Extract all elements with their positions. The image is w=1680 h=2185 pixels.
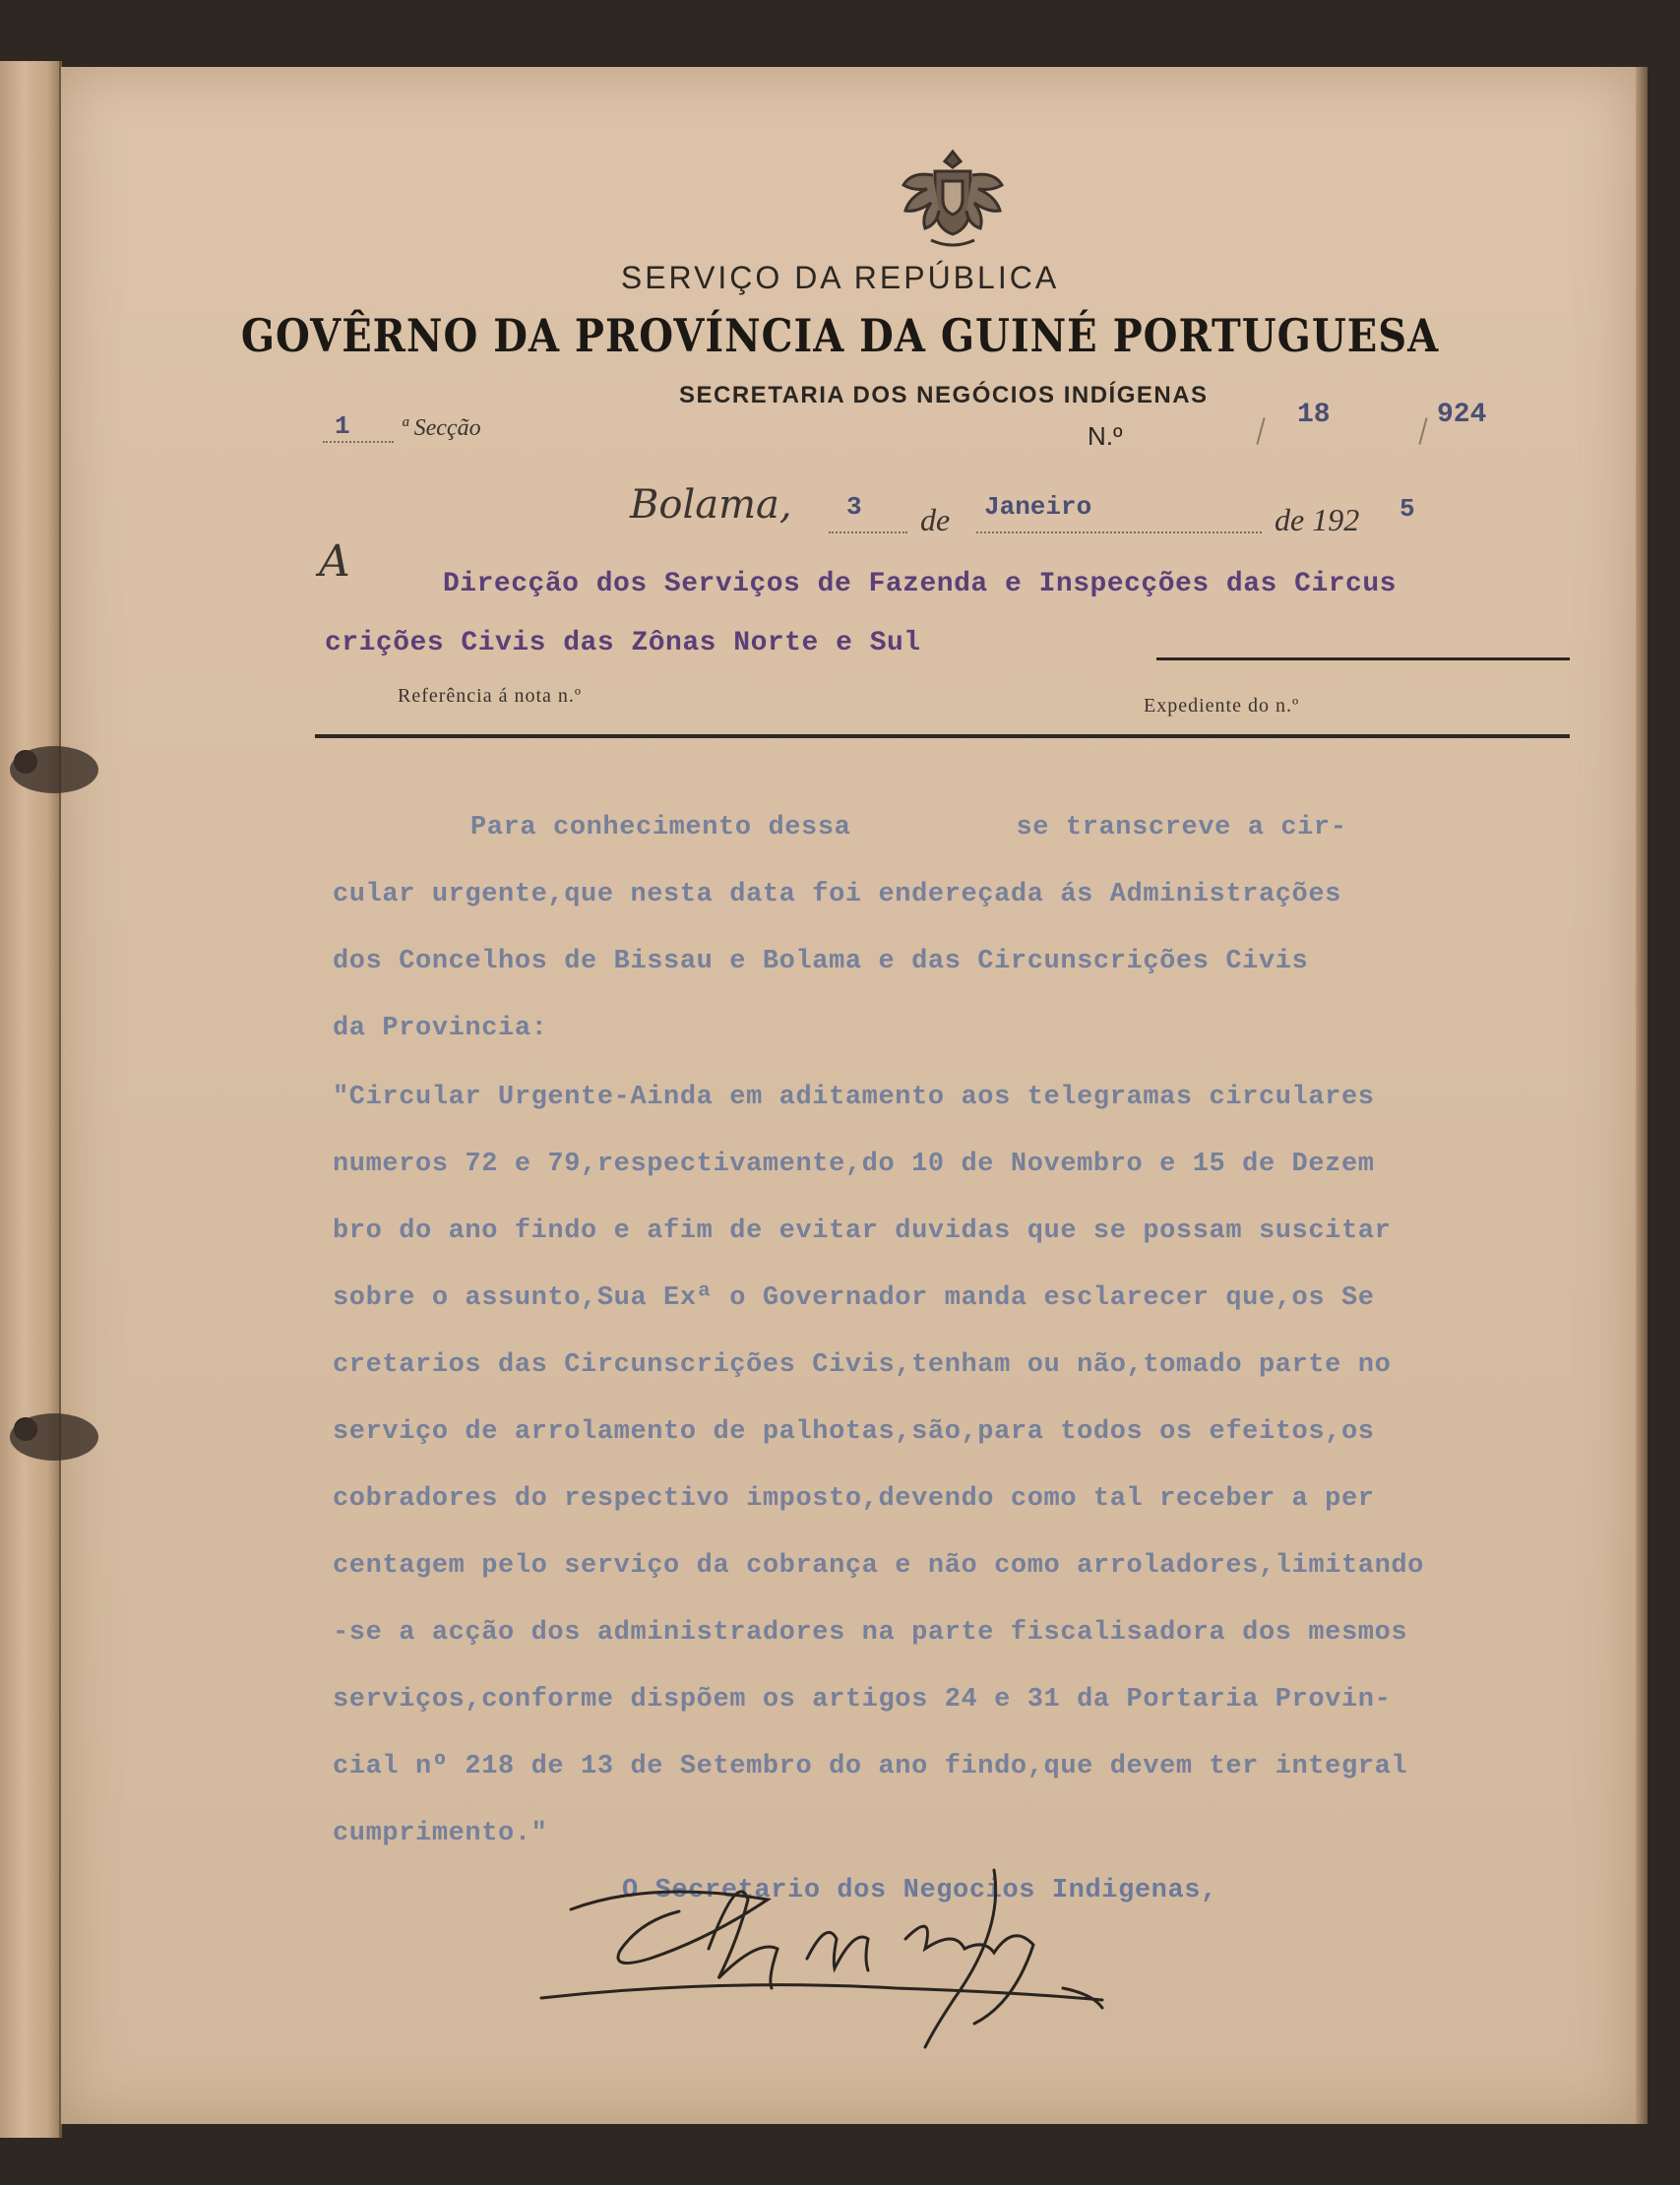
day-dotline (829, 531, 907, 533)
page-edge (1636, 67, 1648, 2124)
dateline-year-digit: 5 (1400, 494, 1415, 524)
signatory-title: O Secretario dos Negocios Indigenas, (622, 1876, 1217, 1905)
dateline-de-year: de 192 (1275, 502, 1360, 537)
body-line: cobradores do respectivo imposto,devendo como tal receber a per (333, 1484, 1375, 1514)
referencia-label: Referência á nota n.º (398, 685, 583, 707)
body-line: da Provincia: (333, 1014, 548, 1043)
binding-ring (10, 1413, 98, 1461)
header-rule (315, 734, 1570, 738)
body-line: centagem pelo serviço da cobrança e não como arroladores,limitando (333, 1551, 1424, 1581)
body-line: sobre o assunto,Sua Exª o Governador manda esclarecer que,os Se (333, 1283, 1375, 1313)
coat-of-arms-icon (894, 146, 1012, 254)
body-line: cular urgente,que nesta data foi endereçada ás Administrações (333, 880, 1341, 909)
body-line: -se a acção dos administradores na parte fiscalisadora dos mesmos (333, 1618, 1408, 1648)
dateline-day: 3 (846, 492, 862, 522)
seccao-label: ª Secção (402, 415, 481, 441)
body-line: cumprimento." (333, 1819, 548, 1848)
body-line: cial nº 218 de 13 de Setembro do ano findo,que devem ter integral (333, 1752, 1408, 1781)
header-governo: GOVÊRNO DA PROVÍNCIA DA GUINÉ PORTUGUESA (240, 309, 1440, 363)
body-line: "Circular Urgente-Ainda em aditamento aos telegramas circulares (333, 1083, 1375, 1112)
header-servico: SERVIÇO DA REPÚBLICA (620, 260, 1060, 295)
header-secretaria: SECRETARIA DOS NEGÓCIOS INDÍGENAS (679, 382, 1209, 408)
body-line: cretarios das Circunscrições Civis,tenham ou não,tomado parte no (333, 1350, 1392, 1380)
dateline-month: Janeiro (984, 492, 1092, 522)
numero-value-b: 924 (1437, 400, 1487, 430)
dateline-place: Bolama, (630, 482, 792, 528)
expediente-label: Expediente do n.º (1144, 695, 1300, 717)
numero-value-a: 18 (1297, 400, 1331, 430)
body-line: bro do ano findo e afim de evitar duvidas que se possam suscitar (333, 1217, 1392, 1246)
body-line: dos Concelhos de Bissau e Bolama e das Circunscrições Civis (333, 947, 1309, 976)
binder-spine (0, 61, 62, 2138)
addressee-underline (1156, 657, 1570, 660)
handwritten-signature (531, 1850, 1220, 2057)
seccao-number: 1 (335, 411, 350, 441)
numero-label: N.º (1088, 421, 1123, 451)
body-line: serviço de arrolamento de palhotas,são,para todos os efeitos,os (333, 1417, 1375, 1447)
addressee-line-1: Direcção dos Serviços de Fazenda e Inspecções das Circus (443, 569, 1397, 599)
addressee-line-2: crições Civis das Zônas Norte e Sul (325, 628, 921, 658)
binding-ring (10, 746, 98, 793)
body-line: numeros 72 e 79,respectivamente,do 10 de Novembro e 15 de Dezem (333, 1150, 1375, 1179)
body-line: Para conhecimento dessa se transcreve a cir- (470, 813, 1347, 843)
month-dotline (976, 531, 1262, 533)
seccao-dotline (323, 441, 394, 443)
dateline-de: de (920, 502, 951, 537)
addressee-a: A (319, 536, 350, 587)
body-line: serviços,conforme dispõem os artigos 24 e 31 da Portaria Provin- (333, 1685, 1392, 1715)
